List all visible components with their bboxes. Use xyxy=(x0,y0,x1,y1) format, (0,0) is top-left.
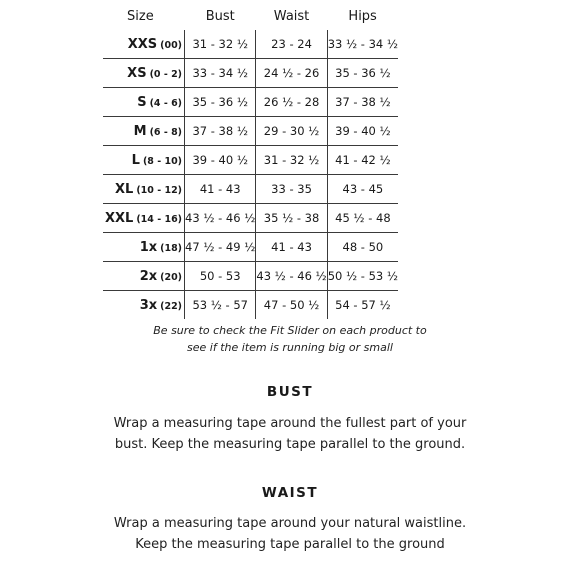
waist-cell: 31 - 32 ½ xyxy=(256,146,327,175)
size-numeric-range: (00) xyxy=(160,39,183,51)
table-row xyxy=(103,291,398,320)
size-label: L xyxy=(131,152,140,168)
size-cell xyxy=(103,204,185,233)
size-label: S xyxy=(137,94,147,110)
bust-cell: 43 ½ - 46 ½ xyxy=(185,204,256,233)
header-hips: Hips xyxy=(348,9,377,24)
size-label: XXS xyxy=(127,36,158,52)
note-line: see if the item is running big or small xyxy=(187,341,393,354)
bust-cell: 39 - 40 ½ xyxy=(185,146,256,175)
size-numeric-range: (10 - 12) xyxy=(136,184,183,196)
size-numeric-range: (8 - 10) xyxy=(142,155,183,167)
hips-cell: 45 ½ - 48 xyxy=(327,204,398,233)
size-numeric-range: (20) xyxy=(160,271,183,283)
size-numeric-range: (14 - 16) xyxy=(136,213,183,225)
size-numeric-range: (18) xyxy=(160,242,183,254)
header-bust: Bust xyxy=(205,9,235,24)
size-cell xyxy=(103,117,185,146)
size-chart-table xyxy=(103,3,398,319)
bust-instruction-line: Wrap a measuring tape around the fullest part of your xyxy=(113,416,467,431)
bust-cell: 31 - 32 ½ xyxy=(185,30,256,59)
size-cell xyxy=(103,146,185,175)
waist-cell: 29 - 30 ½ xyxy=(256,117,327,146)
table-row xyxy=(103,262,398,291)
table-row xyxy=(103,88,398,117)
size-label: XS xyxy=(127,65,147,81)
bust-instructions xyxy=(0,413,580,455)
size-cell xyxy=(103,233,185,262)
bust-heading: BUST xyxy=(266,384,314,400)
hips-cell: 48 - 50 xyxy=(327,233,398,262)
table-row xyxy=(103,117,398,146)
size-numeric-range: (0 - 2) xyxy=(149,68,183,80)
waist-cell: 24 ½ - 26 xyxy=(256,59,327,88)
size-cell xyxy=(103,262,185,291)
bust-cell: 35 - 36 ½ xyxy=(185,88,256,117)
size-label: 3x xyxy=(139,297,158,313)
table-body xyxy=(103,30,398,319)
table-row xyxy=(103,204,398,233)
waist-cell: 43 ½ - 46 ½ xyxy=(256,262,327,291)
waist-instructions xyxy=(0,513,580,555)
size-cell xyxy=(103,175,185,204)
note-line: Be sure to check the Fit Slider on each product to xyxy=(153,324,427,337)
hips-cell: 35 - 36 ½ xyxy=(327,59,398,88)
bust-cell: 33 - 34 ½ xyxy=(185,59,256,88)
table-row xyxy=(103,233,398,262)
fit-slider-note xyxy=(0,322,580,356)
hips-cell: 41 - 42 ½ xyxy=(327,146,398,175)
hips-cell: 43 - 45 xyxy=(327,175,398,204)
table-row xyxy=(103,146,398,175)
bust-instruction-line: bust. Keep the measuring tape parallel to the ground. xyxy=(114,437,466,452)
waist-cell: 35 ½ - 38 xyxy=(256,204,327,233)
size-label: M xyxy=(133,123,147,139)
hips-cell: 39 - 40 ½ xyxy=(327,117,398,146)
size-label: XL xyxy=(115,181,134,197)
table-row xyxy=(103,30,398,59)
bust-cell: 41 - 43 xyxy=(185,175,256,204)
size-cell xyxy=(103,59,185,88)
waist-cell: 47 - 50 ½ xyxy=(256,291,327,320)
waist-instruction-line: Keep the measuring tape parallel to the ground xyxy=(135,537,445,552)
hips-cell: 54 - 57 ½ xyxy=(327,291,398,320)
size-label: 2x xyxy=(139,268,158,284)
bust-cell: 50 - 53 xyxy=(185,262,256,291)
hips-cell: 50 ½ - 53 ½ xyxy=(327,262,398,291)
table-row xyxy=(103,59,398,88)
table-header-row xyxy=(103,3,398,30)
table-row xyxy=(103,175,398,204)
size-cell xyxy=(103,88,185,117)
header-size: Size xyxy=(127,9,154,24)
waist-heading: WAIST xyxy=(261,485,319,501)
size-label: XXL xyxy=(105,210,134,226)
size-cell xyxy=(103,30,185,59)
waist-instruction-line: Wrap a measuring tape around your natural waistline. xyxy=(113,516,467,531)
size-numeric-range: (4 - 6) xyxy=(149,97,183,109)
waist-cell: 23 - 24 xyxy=(256,30,327,59)
waist-cell: 41 - 43 xyxy=(256,233,327,262)
waist-cell: 33 - 35 xyxy=(256,175,327,204)
size-label: 1x xyxy=(139,239,158,255)
size-cell xyxy=(103,291,185,320)
header-waist: Waist xyxy=(273,9,310,24)
size-numeric-range: (22) xyxy=(160,300,183,312)
hips-cell: 37 - 38 ½ xyxy=(327,88,398,117)
bust-cell: 47 ½ - 49 ½ xyxy=(185,233,256,262)
size-numeric-range: (6 - 8) xyxy=(149,126,183,138)
hips-cell: 33 ½ - 34 ½ xyxy=(327,30,398,59)
bust-cell: 53 ½ - 57 xyxy=(185,291,256,320)
waist-cell: 26 ½ - 28 xyxy=(256,88,327,117)
bust-cell: 37 - 38 ½ xyxy=(185,117,256,146)
